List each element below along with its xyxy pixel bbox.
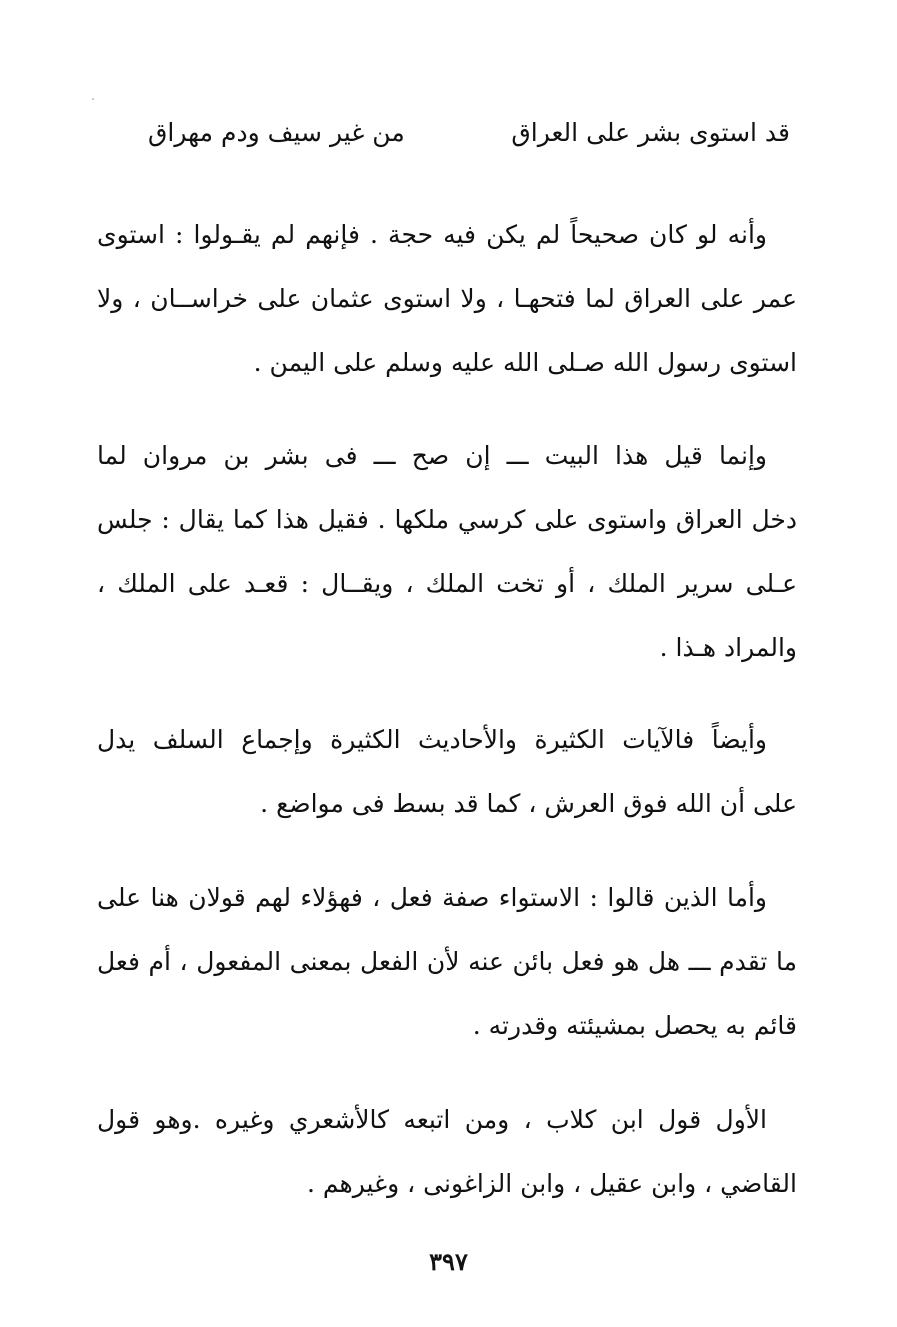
paragraph-line: وأما الذين قالوا : الاستواء صفة فعل ، فهؤلاء لهم قولان هنا على — [97, 883, 767, 912]
paragraph-line: ما تقدم ـــ هل هو فعل بائن عنه لأن الفعل بمعنى المفعول ، أم فعل — [97, 947, 797, 976]
paragraph-3 — [97, 708, 797, 836]
paragraph-1 — [97, 203, 797, 395]
paragraph-4 — [97, 866, 797, 1058]
paragraph-line: وأنه لو كان صحيحاً لم يكن فيه حجة . فإنهم لم يقـولوا : استوى — [97, 220, 767, 249]
paragraph-line: الأول قول ابن كلاب ، ومن اتبعه كالأشعري وغيره .وهو قول — [97, 1105, 767, 1134]
paragraph-line: على أن الله فوق العرش ، كما قد بسط فى مواضع . — [260, 789, 797, 818]
paragraph-5 — [97, 1088, 797, 1216]
paragraph-line: وإنما قيل هذا البيت ـــ إن صح ـــ فى بشر بن مروان لما — [97, 441, 767, 470]
paragraph-2 — [97, 424, 797, 680]
paragraph-line: القاضي ، وابن عقيل ، وابن الزاغونى ، وغيرهم . — [306, 1169, 797, 1198]
paragraph-line: والمراد هـذا . — [659, 633, 797, 662]
paragraph-line: عـلى سرير الملك ، أو تخت الملك ، ويقــال : قعـد على الملك ، — [97, 569, 797, 598]
scan-speck — [92, 98, 94, 100]
page-number: ٣٩٧ — [429, 1247, 468, 1276]
paragraph-line: وأيضاً فالآيات الكثيرة والأحاديث الكثيرة وإجماع السلف يدل — [97, 725, 767, 754]
paragraph-line: عمر على العراق لما فتحهـا ، ولا استوى عثمان على خراســان ، ولا — [97, 284, 797, 313]
paragraph-line: قائم به يحصل بمشيئته وقدرته . — [472, 1011, 797, 1040]
poetry-verse — [140, 108, 800, 158]
paragraph-line: استوى رسول الله صـلى الله عليه وسلم على اليمن . — [253, 348, 797, 377]
verse-second-hemistich: من غير سيف ودم مهراق — [148, 118, 405, 147]
verse-first-hemistich: قد استوى بشر على العراق — [511, 118, 790, 147]
paragraph-line: دخل العراق واستوى على كرسي ملكها . فقيل هذا كما يقال : جلس — [97, 505, 797, 534]
